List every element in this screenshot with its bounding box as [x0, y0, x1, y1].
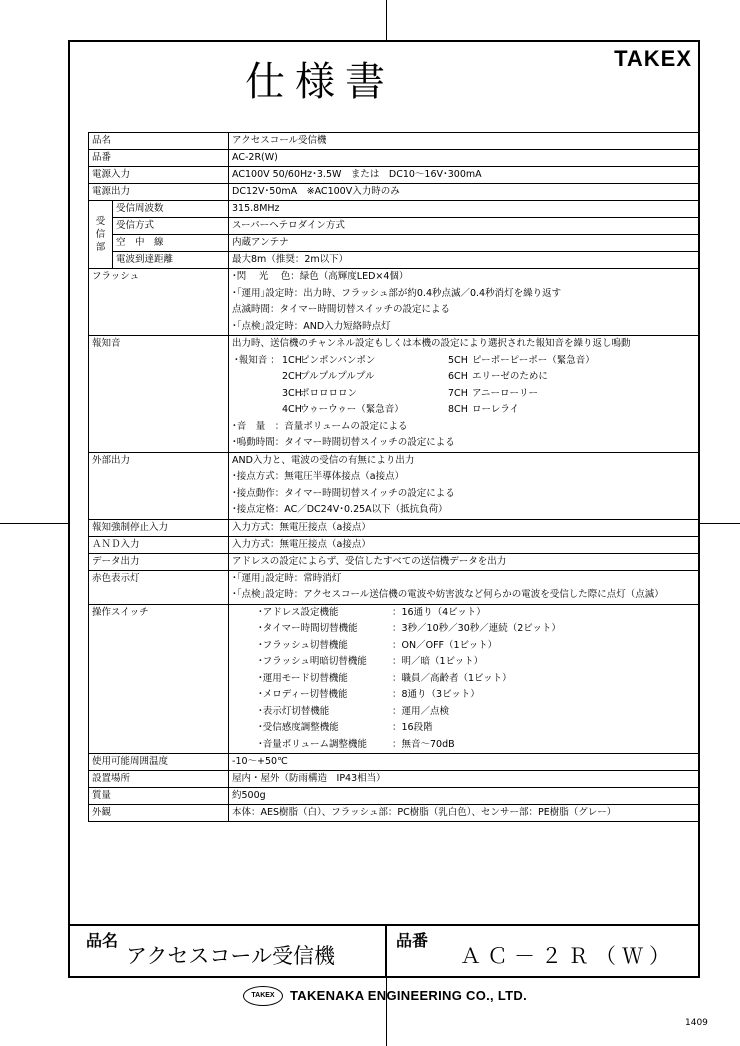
switch-name: ･表示灯切替機能	[258, 705, 330, 717]
tone-channel: 8CH	[448, 404, 468, 415]
switch-name: ･タイマー時間切替機能	[258, 623, 358, 634]
tone-name: ローレライ	[472, 404, 520, 415]
footer-number-label: 品番	[396, 931, 429, 950]
table-row	[89, 553, 699, 570]
spec-value: 約500g	[229, 788, 699, 805]
spec-value: アドレスの設定によらず、受信したすべての送信機データを出力	[229, 553, 699, 570]
spec-value: 入力方式：無電圧接点（a接点）	[229, 519, 699, 536]
table-row	[89, 452, 699, 519]
spec-label: 赤色表示灯	[89, 570, 229, 604]
spec-label: 電源出力	[89, 184, 229, 201]
tone-name: プルプルプルプル	[300, 371, 375, 382]
switch-item	[232, 638, 695, 655]
crop-mark-left	[0, 523, 68, 524]
switch-value: ：ON／OFF（1ビット）	[392, 639, 498, 651]
switch-name: ･フラッシュ明暗切替機能	[258, 656, 367, 667]
brand-logo: TAKEX	[614, 46, 692, 71]
spec-value: AC100V 50/60Hz･3.5W または DC10～16V･300mA	[229, 167, 699, 184]
table-row	[89, 218, 699, 235]
tone-channel: 4CH	[282, 404, 302, 415]
table-row	[89, 269, 699, 336]
tone-channel: 2CH	[282, 371, 302, 382]
switch-name: ･運用モード切替機能	[258, 672, 348, 684]
alarm-tone-row	[232, 386, 695, 403]
table-row	[89, 252, 699, 269]
flash-line: 点滅時間：タイマー時間切替スイッチの設定による	[232, 304, 450, 315]
tone-name: アニーローリー	[472, 387, 539, 399]
red-lamp-line: ･｢運用｣設定時：常時消灯	[232, 572, 342, 584]
spec-value-multiline	[229, 604, 699, 754]
spec-value: 315.8MHz	[229, 201, 699, 218]
table-row	[89, 235, 699, 252]
switch-value: ：3秒／10秒／30秒／連続（2ビット）	[392, 623, 561, 634]
tone-channel: 6CH	[448, 371, 468, 382]
spec-value: 最大8m（推奨：2m以下）	[229, 252, 699, 269]
crop-mark-right	[700, 523, 740, 524]
spec-label: 報知強制停止入力	[89, 519, 229, 536]
alarm-intro: 出力時、送信機のチャンネル設定もしくは本機の設定により選択された報知音を繰り返し鳴動	[232, 338, 631, 349]
external-line: ･接点定格：AC／DC24V･0.25A以下（抵抗負荷）	[232, 504, 448, 515]
table-row	[89, 201, 699, 218]
table-row	[89, 754, 699, 771]
footer-name-label: 品名	[86, 931, 119, 950]
spec-label: 空 中 線	[113, 235, 229, 252]
spec-value-multiline	[229, 269, 699, 336]
spec-value-multiline	[229, 336, 699, 453]
spec-label: 操作スイッチ	[89, 604, 229, 754]
table-row	[89, 805, 699, 822]
switch-value: ：8通り（3ビット）	[392, 689, 480, 700]
alarm-tone-row	[232, 402, 695, 419]
switch-value: ：運用／点検	[392, 705, 450, 717]
switch-value: ：16段階	[392, 722, 433, 733]
footer-divider	[385, 924, 387, 978]
alarm-volume: ･音 量 ：音量ボリュームの設定による	[232, 420, 408, 432]
table-row	[89, 519, 699, 536]
company-logo: TAKEX	[243, 986, 283, 1006]
table-row	[89, 167, 699, 184]
spec-value: DC12V･50mA ※AC100V入力時のみ	[229, 184, 699, 201]
spec-label: 設置場所	[89, 771, 229, 788]
spec-value: スーパーヘテロダイン方式	[229, 218, 699, 235]
spec-table	[88, 132, 699, 822]
switch-item	[232, 671, 695, 688]
spec-label: 電波到達距離	[113, 252, 229, 269]
spec-value: 入力方式：無電圧接点（a接点）	[229, 536, 699, 553]
switch-name: ･フラッシュ切替機能	[258, 639, 348, 651]
alarm-tone-row	[232, 369, 695, 386]
spec-label: 受信周波数	[113, 201, 229, 218]
footer-name-value: アクセスコール受信機	[126, 944, 335, 968]
flash-line: ･閃 光 色：緑色（高輝度LED×4個）	[232, 271, 409, 282]
tone-channel: 7CH	[448, 387, 468, 399]
switch-value: ：職員／高齢者（1ビット）	[392, 672, 512, 684]
spec-label: 報知音	[89, 336, 229, 453]
spec-label: 電源入力	[89, 167, 229, 184]
receiver-group-text: 受信部	[95, 216, 106, 253]
table-row	[89, 133, 699, 150]
switch-item	[232, 737, 695, 754]
switch-name: ･音量ボリューム調整機能	[258, 738, 367, 750]
switch-name: ･受信感度調整機能	[258, 722, 339, 733]
table-row	[89, 150, 699, 167]
receiver-group-label	[89, 201, 113, 269]
switch-value: ：16通り（4ビット）	[392, 606, 486, 618]
tone-channel: 5CH	[448, 354, 468, 366]
switch-item	[232, 605, 695, 622]
flash-line: ･｢運用｣設定時：出力時、フラッシュ部が約0.4秒点滅／0.4秒消灯を繰り返す	[232, 287, 562, 299]
spec-label: 質量	[89, 788, 229, 805]
external-line: ･接点動作：タイマー時間切替スイッチの設定による	[232, 487, 455, 499]
flash-line: ･｢点検｣設定時：AND入力短絡時点灯	[232, 320, 391, 332]
spec-label: 使用可能周囲温度	[89, 754, 229, 771]
alarm-tones-label: ･報知音 ：	[234, 354, 280, 366]
tone-name: ウゥーウゥー（緊急音）	[300, 404, 404, 415]
crop-mark-top	[386, 0, 387, 40]
spec-value: 本体：AES樹脂（白）、フラッシュ部：PC樹脂（乳白色）、センサー部：PE樹脂（グレー）	[229, 805, 699, 822]
footer-number-value: ＡＣ－２Ｒ（Ｗ）	[460, 944, 676, 968]
spec-value: AC-2R(W)	[229, 150, 699, 167]
spec-value-multiline	[229, 452, 699, 519]
spec-value-multiline	[229, 570, 699, 604]
switch-item	[232, 720, 695, 737]
spec-label: ＡＮＤ入力	[89, 536, 229, 553]
switch-value: ：明／暗（1ビット）	[392, 656, 484, 667]
tone-name: ピーポーピーポー（緊急音）	[472, 354, 595, 366]
page-title: 仕様書	[245, 59, 395, 105]
table-row	[89, 184, 699, 201]
switch-name: ･アドレス設定機能	[258, 606, 339, 618]
switch-item	[232, 621, 695, 638]
alarm-tone-row	[232, 353, 695, 370]
switch-item	[232, 704, 695, 721]
switch-name: ･メロディー切替機能	[258, 689, 348, 700]
table-row	[89, 570, 699, 604]
company-name: TAKENAKA ENGINEERING CO., LTD.	[290, 988, 527, 1003]
document-code: 1409	[685, 1018, 708, 1028]
spec-label: 受信方式	[113, 218, 229, 235]
external-line: AND入力と、電波の受信の有無により出力	[232, 454, 415, 466]
spec-value: アクセスコール受信機	[229, 133, 699, 150]
spec-value: 屋内・屋外（防雨構造 IP43相当）	[229, 771, 699, 788]
tone-channel: 3CH	[282, 387, 302, 399]
spec-label: 外観	[89, 805, 229, 822]
tone-name: エリーゼのために	[472, 371, 548, 382]
table-row	[89, 536, 699, 553]
spec-value: 内蔵アンテナ	[229, 235, 699, 252]
spec-label: データ出力	[89, 553, 229, 570]
external-line: ･接点方式：無電圧半導体接点（a接点）	[232, 471, 405, 482]
red-lamp-line: ･｢点検｣設定時：アクセスコール送信機の電波や妨害波など何らかの電波を受信した際に点灯（点滅）	[232, 589, 664, 600]
alarm-duration: ･鳴動時間：タイマー時間切替スイッチの設定による	[232, 437, 455, 448]
table-row	[89, 336, 699, 453]
table-row	[89, 788, 699, 805]
spec-label: 外部出力	[89, 452, 229, 519]
spec-label: 品名	[89, 133, 229, 150]
switch-value: ：無音～70dB	[392, 738, 455, 750]
tone-channel: 1CH	[282, 354, 302, 366]
table-row	[89, 771, 699, 788]
tone-name: ピンポンパンポン	[300, 354, 376, 366]
spec-label: フラッシュ	[89, 269, 229, 336]
tone-name: ポロロロロン	[300, 387, 358, 399]
spec-value: -10～+50℃	[229, 754, 699, 771]
switch-item	[232, 654, 695, 671]
switch-item	[232, 687, 695, 704]
spec-label: 品番	[89, 150, 229, 167]
table-row	[89, 604, 699, 754]
